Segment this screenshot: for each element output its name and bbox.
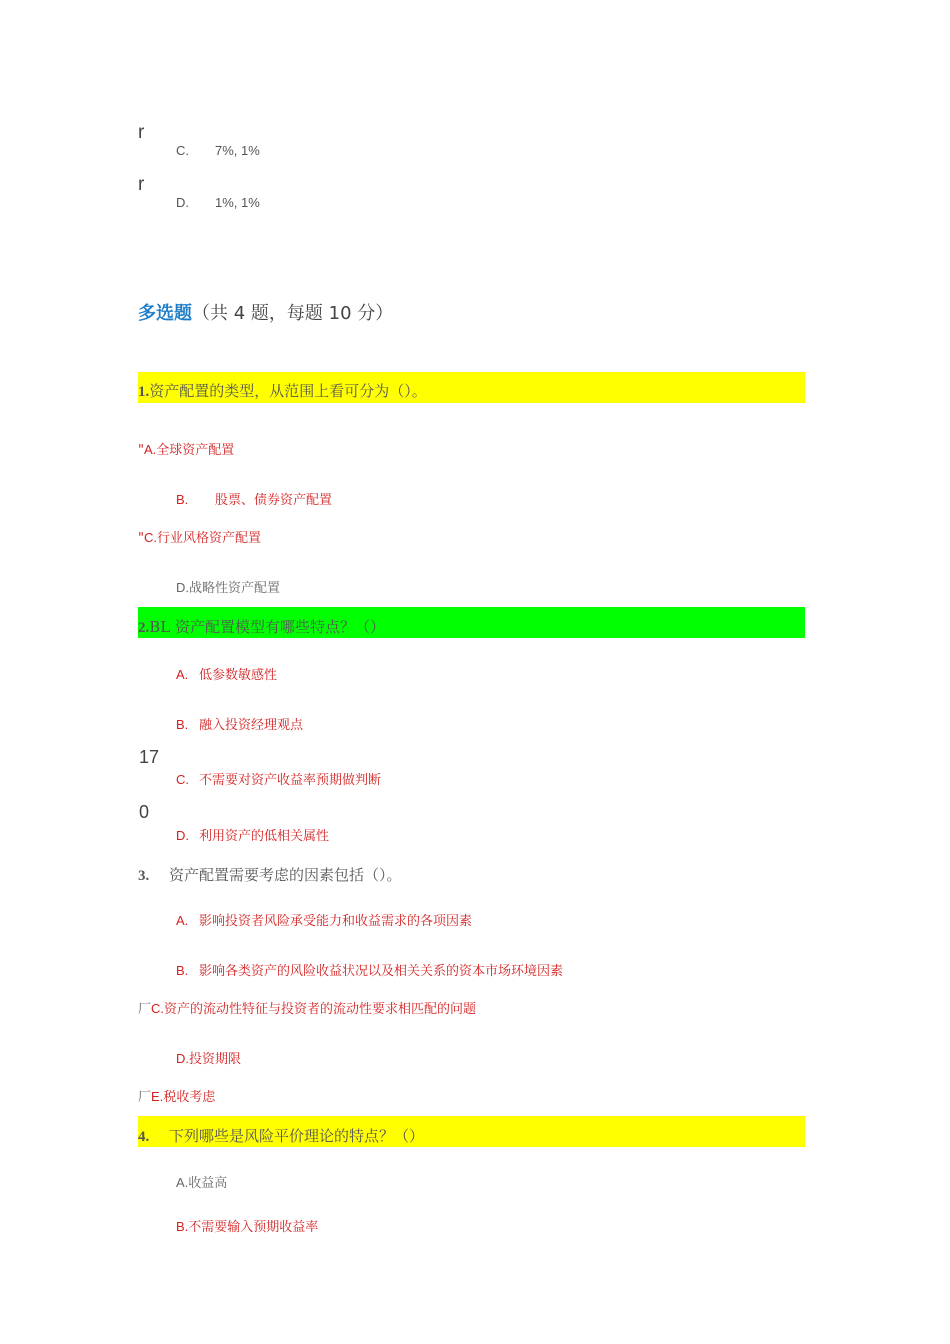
section-title-main: 多选题 bbox=[138, 303, 192, 324]
option-3d[interactable] bbox=[176, 1048, 241, 1067]
section-title bbox=[138, 299, 393, 325]
option-1d[interactable] bbox=[176, 577, 280, 596]
checkbox-mark[interactable]: " bbox=[138, 531, 144, 546]
side-mark: 17 bbox=[139, 747, 160, 767]
option-2d[interactable] bbox=[176, 825, 329, 844]
option-text: 股票、债券资产配置 bbox=[215, 493, 333, 508]
option-3b[interactable] bbox=[176, 960, 563, 979]
question-text: 资产配置的类型，从范围上看可分为（）。 bbox=[149, 382, 427, 400]
question-number: 1. bbox=[138, 384, 150, 400]
question-text: 下列哪些是风险平价理论的特点？（） bbox=[169, 1127, 425, 1145]
option-letter: C. bbox=[143, 530, 157, 545]
option-letter: B. bbox=[176, 492, 189, 507]
option-text: 投资期限 bbox=[189, 1052, 242, 1067]
option-text: 全球资产配置 bbox=[156, 443, 235, 458]
option-3c[interactable] bbox=[138, 998, 476, 1017]
option-text: 低参数敏感性 bbox=[199, 668, 278, 683]
option-letter: B. bbox=[176, 963, 189, 978]
option-letter: C. bbox=[176, 772, 189, 787]
option-text: 影响各类资产的风险收益状况以及相关关系的资本市场环境因素 bbox=[199, 964, 564, 979]
option-text: 行业风格资产配置 bbox=[156, 531, 261, 546]
option-text: 影响投资者风险承受能力和收益需求的各项因素 bbox=[199, 914, 473, 929]
question-4 bbox=[138, 1125, 424, 1146]
option-1c[interactable] bbox=[138, 527, 261, 546]
option-text: 战略性资产配置 bbox=[189, 581, 281, 596]
section-subtitle: （共 4 题，每题 10 分） bbox=[192, 303, 394, 324]
option-letter: A. bbox=[176, 1175, 189, 1190]
option-text: 利用资产的低相关属性 bbox=[199, 829, 330, 844]
option-3a[interactable] bbox=[176, 910, 472, 929]
side-mark: 0 bbox=[139, 802, 150, 822]
option-text: 不需要对资产收益率预期做判断 bbox=[199, 773, 382, 788]
option-text: 资产的流动性特征与投资者的流动性要求相匹配的问题 bbox=[164, 1002, 477, 1017]
question-number: 2. bbox=[138, 620, 150, 636]
option-letter: D. bbox=[176, 580, 189, 595]
checkbox-mark[interactable]: 厂 bbox=[138, 1090, 152, 1105]
option-text: 税收考虑 bbox=[163, 1090, 216, 1105]
option-letter: C. bbox=[151, 1001, 165, 1016]
option-2c[interactable] bbox=[176, 769, 381, 788]
checkbox-mark[interactable]: 厂 bbox=[138, 1002, 152, 1017]
option-letter: D. bbox=[176, 1051, 189, 1066]
checkbox-mark[interactable]: " bbox=[138, 443, 144, 458]
radio-mark[interactable]: r bbox=[138, 174, 145, 195]
question-text: BL 资产配置模型有哪些特点？（） bbox=[149, 618, 386, 636]
option-text: 融入投资经理观点 bbox=[199, 718, 304, 733]
question-number: 4. bbox=[138, 1129, 150, 1145]
question-3 bbox=[138, 864, 402, 885]
question-1 bbox=[138, 380, 427, 401]
option-letter: A. bbox=[143, 442, 157, 457]
question-number: 3. bbox=[138, 868, 150, 884]
option-text: 1%, 1% bbox=[215, 195, 260, 210]
option-4a[interactable] bbox=[176, 1172, 227, 1191]
option-letter: A. bbox=[176, 913, 189, 928]
option-3e[interactable] bbox=[138, 1086, 215, 1105]
option-1a[interactable] bbox=[138, 439, 234, 458]
option-letter: A. bbox=[176, 667, 189, 682]
option-letter: B. bbox=[176, 1219, 189, 1234]
option-4b[interactable] bbox=[176, 1216, 318, 1235]
option-letter: C. bbox=[176, 143, 189, 158]
option-2a[interactable] bbox=[176, 664, 277, 683]
question-text: 资产配置需要考虑的因素包括（）。 bbox=[169, 866, 402, 884]
option-1b[interactable] bbox=[176, 489, 332, 508]
radio-mark[interactable]: r bbox=[138, 122, 145, 143]
question-2 bbox=[138, 616, 385, 637]
option-2b[interactable] bbox=[176, 714, 303, 733]
option-letter: D. bbox=[176, 828, 189, 843]
option-text: 不需要输入预期收益率 bbox=[188, 1220, 319, 1235]
option-letter: D. bbox=[176, 195, 189, 210]
option-text: 7%, 1% bbox=[215, 143, 260, 158]
option-text: 收益高 bbox=[188, 1176, 228, 1191]
option-letter: B. bbox=[176, 717, 189, 732]
option-letter: E. bbox=[151, 1089, 164, 1104]
